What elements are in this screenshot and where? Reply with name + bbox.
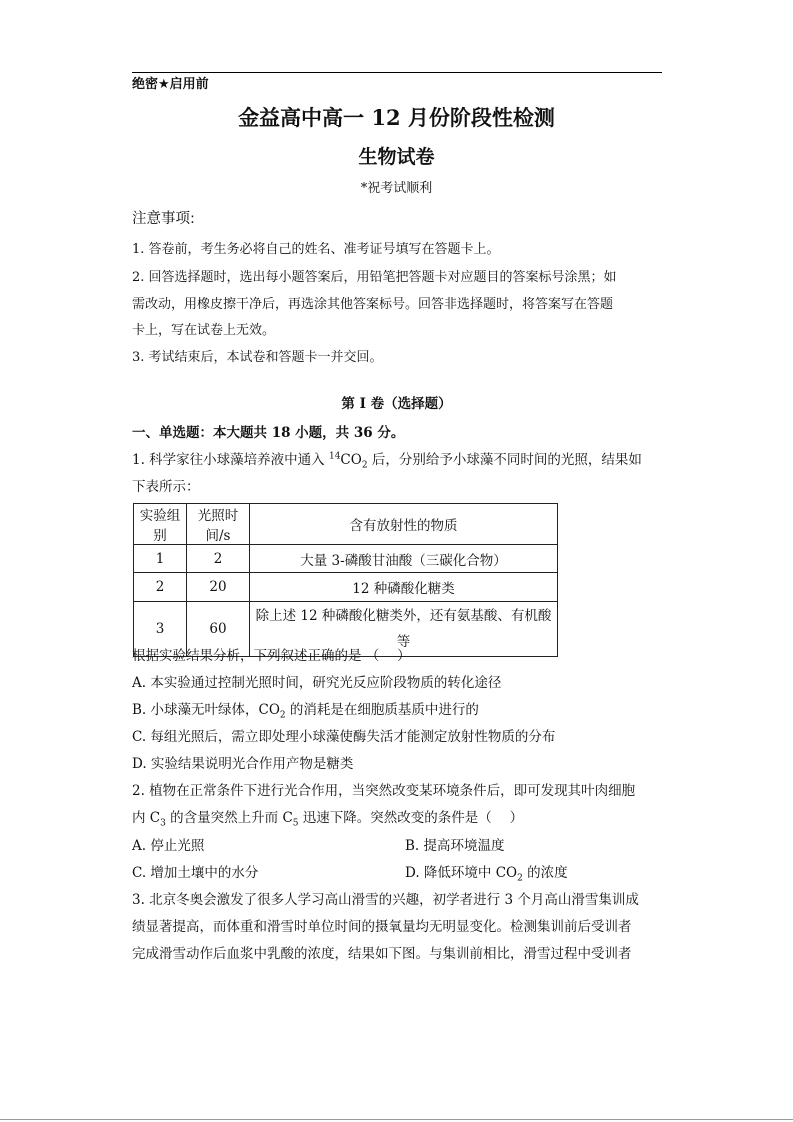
q1-question: 根据实验结果分析，下列叙述正确的是 （ ）	[132, 648, 411, 664]
table-cell: 大量 3-磷酸甘油酸（三碳化合物）	[250, 545, 558, 573]
notice-item: 卡上，写在试卷上无效。	[132, 323, 276, 338]
notice-item: 3. 考试结束后，本试卷和答题卡一并交回。	[132, 350, 383, 365]
q1-stem-line2: 下表所示：	[132, 479, 200, 495]
notice-item: 1. 答卷前，考生务必将自己的姓名、准考证号填写在答题卡上。	[132, 242, 500, 257]
table-cell: 3	[134, 602, 187, 657]
table-cell: 1	[134, 545, 187, 573]
q1-stem: 1. 科学家往小球藻培养液中通入 $^{14}CO_2$ 后，分别给予小球藻不同时间的光照，结果如	[132, 451, 642, 471]
q2-option-a: A. 停止光照	[132, 838, 205, 854]
table-header: 含有放射性的物质	[250, 504, 558, 545]
q1-table	[133, 503, 558, 657]
q3-stem: 完成滑雪动作后血浆中乳酸的浓度，结果如下图。与集训前相比，滑雪过程中受训者	[132, 946, 632, 962]
q2-stem: 2. 植物在正常条件下进行光合作用，当突然改变某环境条件后，即可发现其叶肉细胞	[132, 783, 636, 799]
exam-subtitle: 生物试卷	[358, 146, 435, 168]
table-cell: 2	[134, 573, 187, 602]
table-row	[134, 573, 558, 602]
page-bottom-edge	[0, 1119, 793, 1120]
table-header: 实验组别	[134, 504, 187, 545]
q2-stem-line2: 内 $C_3$ 的含量突然上升而 $C_5$ 迅速下降。突然改变的条件是（ ）	[132, 810, 524, 829]
notice-item: 需改动，用橡皮擦干净后，再选涂其他答案标号。回答非选择题时，将答案写在答题	[132, 297, 614, 312]
table-row	[134, 545, 558, 573]
q1-option-a: A. 本实验通过控制光照时间，研究光反应阶段物质的转化途径	[132, 675, 502, 691]
exam-title: 金益高中高一 12 月份阶段性检测	[238, 105, 555, 130]
table-cell: 20	[187, 573, 250, 602]
header-rule	[132, 72, 662, 73]
part-title: 第 I 卷（选择题）	[341, 396, 452, 412]
q1-option-b: B. 小球藻无叶绿体，$CO_2$ 的消耗是在细胞质基质中进行的	[132, 702, 479, 721]
table-cell: 除上述 12 种磷酸化糖类外，还有氨基酸、有机酸等	[250, 602, 558, 657]
section-heading: 一、单选题：本大题共 18 小题，共 36 分。	[132, 425, 405, 441]
q3-stem: 3. 北京冬奥会激发了很多人学习高山滑雪的兴趣，初学者进行 3 个月高山滑雪集训成	[132, 892, 639, 908]
q3-stem: 绩显著提高，而体重和滑雪时单位时间的摄氧量均无明显变化。检测集训前后受训者	[132, 919, 632, 935]
notice-item: 2. 回答选择题时，选出每小题答案后，用铅笔把答题卡对应题目的答案标号涂黑；如	[132, 270, 617, 285]
q2-option-d: D. 降低环境中 $CO_2$ 的浓度	[405, 865, 568, 884]
table-cell: 2	[187, 545, 250, 573]
q2-option-b: B. 提高环境温度	[405, 838, 505, 854]
q1-option-d: D. 实验结果说明光合作用产物是糖类	[132, 756, 354, 772]
notice-heading: 注意事项:	[132, 211, 195, 227]
table-header: 光照时间/s	[187, 504, 250, 545]
q2-option-c: C. 增加土壤中的水分	[132, 865, 259, 881]
table-cell: 60	[187, 602, 250, 657]
q1-option-c: C. 每组光照后，需立即处理小球藻使酶失活才能测定放射性物质的分布	[132, 729, 556, 745]
table-cell: 12 种磷酸化糖类	[250, 573, 558, 602]
wish-text: *祝考试顺利	[360, 181, 433, 196]
secret-label: 绝密★启用前	[132, 77, 209, 92]
